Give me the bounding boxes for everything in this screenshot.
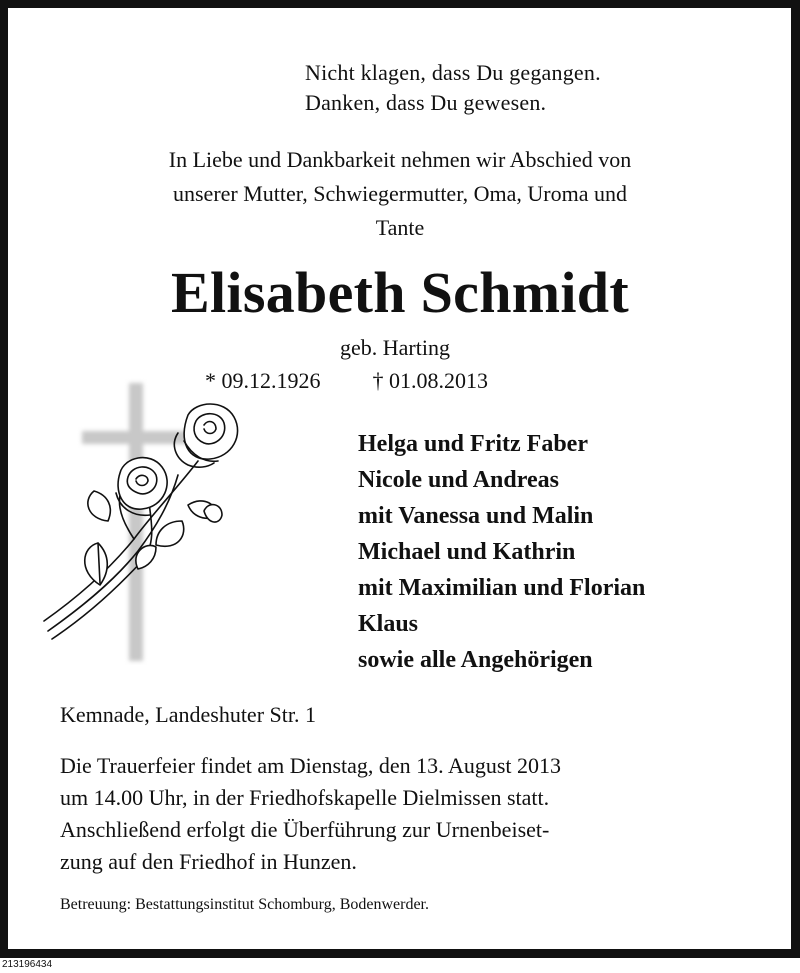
motto-line-2: Danken, dass Du gewesen. [305, 90, 547, 115]
mourner-line: Michael und Kathrin [358, 539, 576, 565]
mourner-line: mit Vanessa und Malin [358, 503, 594, 529]
family-address: Kemnade, Landeshuter Str. 1 [60, 702, 316, 727]
motto-line-1: Nicht klagen, dass Du gegangen. [305, 60, 601, 85]
mourner-line: Nicole und Andreas [358, 467, 559, 493]
ceremony-notice [60, 750, 740, 878]
intro-line-3: Tante [375, 215, 425, 240]
ceremony-line: um 14.00 Uhr, in der Friedhofskapelle Dielmissen statt. [60, 785, 550, 810]
mourners-list [358, 426, 645, 678]
mourner-line: Helga und Fritz Faber [358, 431, 588, 457]
ad-code: 213196434 [2, 959, 53, 970]
intro-text [40, 143, 760, 245]
funeral-home-note: Betreuung: Bestattungsinstitut Schomburg, Bodenwerder. [60, 896, 429, 913]
deceased-name: Elisabeth Schmidt [171, 260, 629, 325]
memorial-artwork [38, 375, 253, 665]
mourner-line: mit Maximilian und Florian [358, 575, 646, 601]
mourner-line: sowie alle Angehörigen [358, 647, 593, 673]
ceremony-line: Anschließend erfolgt die Überführung zur Urnenbeiset- [60, 817, 550, 842]
ceremony-line: zung auf den Friedhof in Hunzen. [60, 849, 357, 874]
maiden-name: geb. Harting [340, 335, 450, 360]
birth-date: * 09.12.1926 [205, 368, 321, 393]
intro-line-1: In Liebe und Dankbarkeit nehmen wir Abschied von [168, 147, 632, 172]
ceremony-line: Die Trauerfeier findet am Dienstag, den 13. August 2013 [60, 753, 562, 778]
motto [305, 58, 601, 118]
mourner-line: Klaus [358, 611, 419, 637]
death-date: † 01.08.2013 [372, 368, 488, 393]
intro-line-2: unserer Mutter, Schwiegermutter, Oma, Uroma und [173, 181, 627, 206]
